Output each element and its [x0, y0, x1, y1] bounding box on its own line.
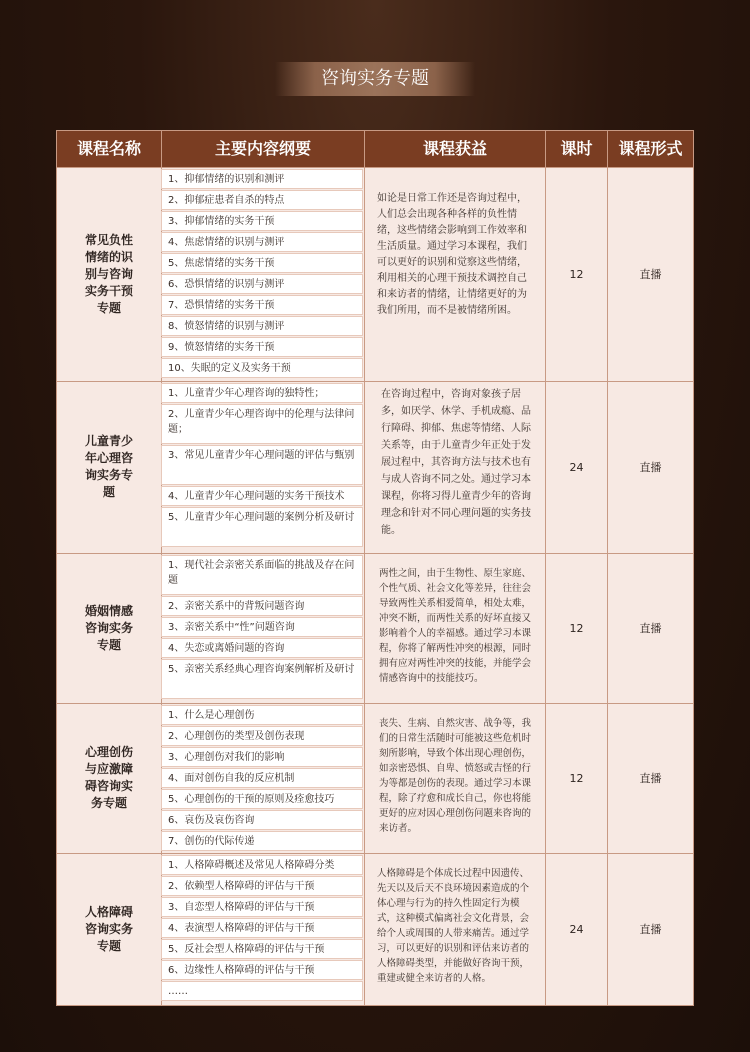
course-format: 直播 [639, 268, 662, 281]
list-item: 3、心理创伤对我们的影响 [161, 747, 363, 767]
course-benefit: 人格障碍是个体成长过程中因遗传、先天以及后天不良环境因素造成的个体心理与行为的持久性固定行为模式，这种模式偏离社会文化背景，会给个人或周围的人带来痛苦。通过学习，可以更好的识别和评估来访者的人格障碍类型，并能做好咨询干预，重建或健全来访者的人格。 [377, 868, 530, 984]
course-name: 儿童青少年心理咨询实务专题 [84, 434, 133, 499]
list-item: 7、创伤的代际传递 [161, 831, 363, 851]
course-hours: 12 [569, 267, 584, 281]
list-item: 4、儿童青少年心理问题的实务干预技术 [161, 486, 363, 506]
header-hours: 课时 [546, 131, 607, 167]
list-item: 3、亲密关系中“性”问题咨询 [161, 617, 363, 637]
page-title: 咨询实务专题 [275, 62, 475, 96]
list-item: 8、愤怒情绪的识别与测评 [161, 316, 363, 336]
course-row-4 [57, 703, 161, 853]
list-item: 4、失恋或离婚问题的咨询 [161, 638, 363, 658]
course-hours: 12 [569, 771, 584, 785]
list-item: 7、恐惧情绪的实务干预 [161, 295, 363, 315]
course-format: 直播 [639, 622, 662, 635]
course-row-1 [57, 167, 161, 381]
course-format: 直播 [639, 772, 662, 785]
list-item: 4、表演型人格障碍的评估与干预 [161, 918, 363, 938]
list-item: 3、常见儿童青少年心理问题的评估与甄别 [161, 445, 363, 485]
course-name: 婚姻情感咨询实务专题 [84, 603, 133, 652]
list-item: 4、焦虑情绪的识别与测评 [161, 232, 363, 252]
list-item: 3、抑郁情绪的实务干预 [161, 211, 363, 231]
course-table [56, 130, 694, 1006]
list-item: 2、依赖型人格障碍的评估与干预 [161, 876, 363, 896]
course-name: 心理创伤与应激障碍咨询实务专题 [84, 745, 133, 810]
list-item: 6、哀伤及哀伤咨询 [161, 810, 363, 830]
list-item: 1、儿童青少年心理咨询的独特性； [161, 383, 363, 403]
list-item: 1、现代社会亲密关系面临的挑战及存在问题 [161, 555, 363, 595]
list-item: 2、抑郁症患者自杀的特点 [161, 190, 363, 210]
list-item: 2、心理创伤的类型及创伤表现 [161, 726, 363, 746]
header-course-name: 课程名称 [57, 131, 161, 167]
list-item: …… [161, 981, 363, 1001]
list-item: 6、恐惧情绪的识别与测评 [161, 274, 363, 294]
list-item: 5、焦虑情绪的实务干预 [161, 253, 363, 273]
list-item: 5、亲密关系经典心理咨询案例解析及研讨 [161, 659, 363, 699]
list-item: 5、反社会型人格障碍的评估与干预 [161, 939, 363, 959]
course-hours: 24 [569, 460, 584, 474]
course-row-2 [57, 381, 161, 553]
list-item: 2、亲密关系中的背叛问题咨询 [161, 596, 363, 616]
list-item: 4、面对创伤自我的反应机制 [161, 768, 363, 788]
list-item: 5、儿童青少年心理问题的案例分析及研讨 [161, 507, 363, 547]
course-hours: 24 [569, 922, 584, 936]
course-row-5 [57, 853, 161, 1005]
list-item: 1、人格障碍概述及常见人格障碍分类 [161, 855, 363, 875]
list-item: 9、愤怒情绪的实务干预 [161, 337, 363, 357]
header-format: 课程形式 [608, 131, 693, 167]
list-item: 10、失眠的定义及实务干预 [161, 358, 363, 378]
list-item: 3、自恋型人格障碍的评估与干预 [161, 897, 363, 917]
course-name: 人格障碍咨询实务专题 [84, 904, 133, 953]
course-format: 直播 [639, 923, 662, 936]
course-row-3 [57, 553, 161, 703]
course-format: 直播 [639, 461, 662, 474]
list-item: 1、抑郁情绪的识别和测评 [161, 169, 363, 189]
course-benefit: 在咨询过程中，咨询对象孩子居多，如厌学、休学、手机成瘾、品行障碍、抑郁、焦虑等情绪、人际关系等，由于儿童青少年正处于发展过程中，其咨询方法与技术也有与成人咨询不同之处。通过学习本课程，你将习得儿童青少年的咨询理念和针对不同心理问题的实务技能。 [381, 389, 531, 536]
course-benefit: 丧失、生病、自然灾害、战争等，我们的日常生活随时可能被这些危机时刻所影响，导致个体出现心理创伤，如亲密恐惧、自卑、愤怒或吉怪的行为等都是创伤的表现。通过学习本课程，除了疗愈和成长自己，你也将能更好的应对因心理创伤问题来咨询的来访者。 [379, 718, 532, 834]
header-benefit: 课程获益 [365, 131, 545, 167]
list-item: 5、心理创伤的干预的原则及痊愈技巧 [161, 789, 363, 809]
course-name: 常见负性情绪的识别与咨询实务干预专题 [84, 232, 133, 315]
list-item: 1、什么是心理创伤 [161, 705, 363, 725]
header-content-outline: 主要内容纲要 [162, 131, 364, 167]
course-benefit: 两性之间，由于生物性、原生家庭、个性气质、社会文化等差异，往往会导致两性关系相爱简单，相处太难，冲突不断，而两性关系的好坏直接又影响着个人的幸福感。通过学习本课程，你将了解两性冲突的根源，同时拥有应对两性冲突的技能，并能学会情感咨询中的技能技巧。 [379, 568, 532, 684]
course-benefit: 如论是日常工作还是咨询过程中，人们总会出现各种各样的负性情绪，这些情绪会影响到工作效率和生活质量。通过学习本课程，我们可以更好的识别和觉察这些情绪，利用相关的心理干预技术调控自己和来访者的情绪，让情绪更好的为我们所用，而不是被情绪所困。 [377, 193, 527, 316]
course-hours: 12 [569, 621, 584, 635]
list-item: 6、边缘性人格障碍的评估与干预 [161, 960, 363, 980]
list-item: 2、儿童青少年心理咨询中的伦理与法律问题； [161, 404, 363, 444]
